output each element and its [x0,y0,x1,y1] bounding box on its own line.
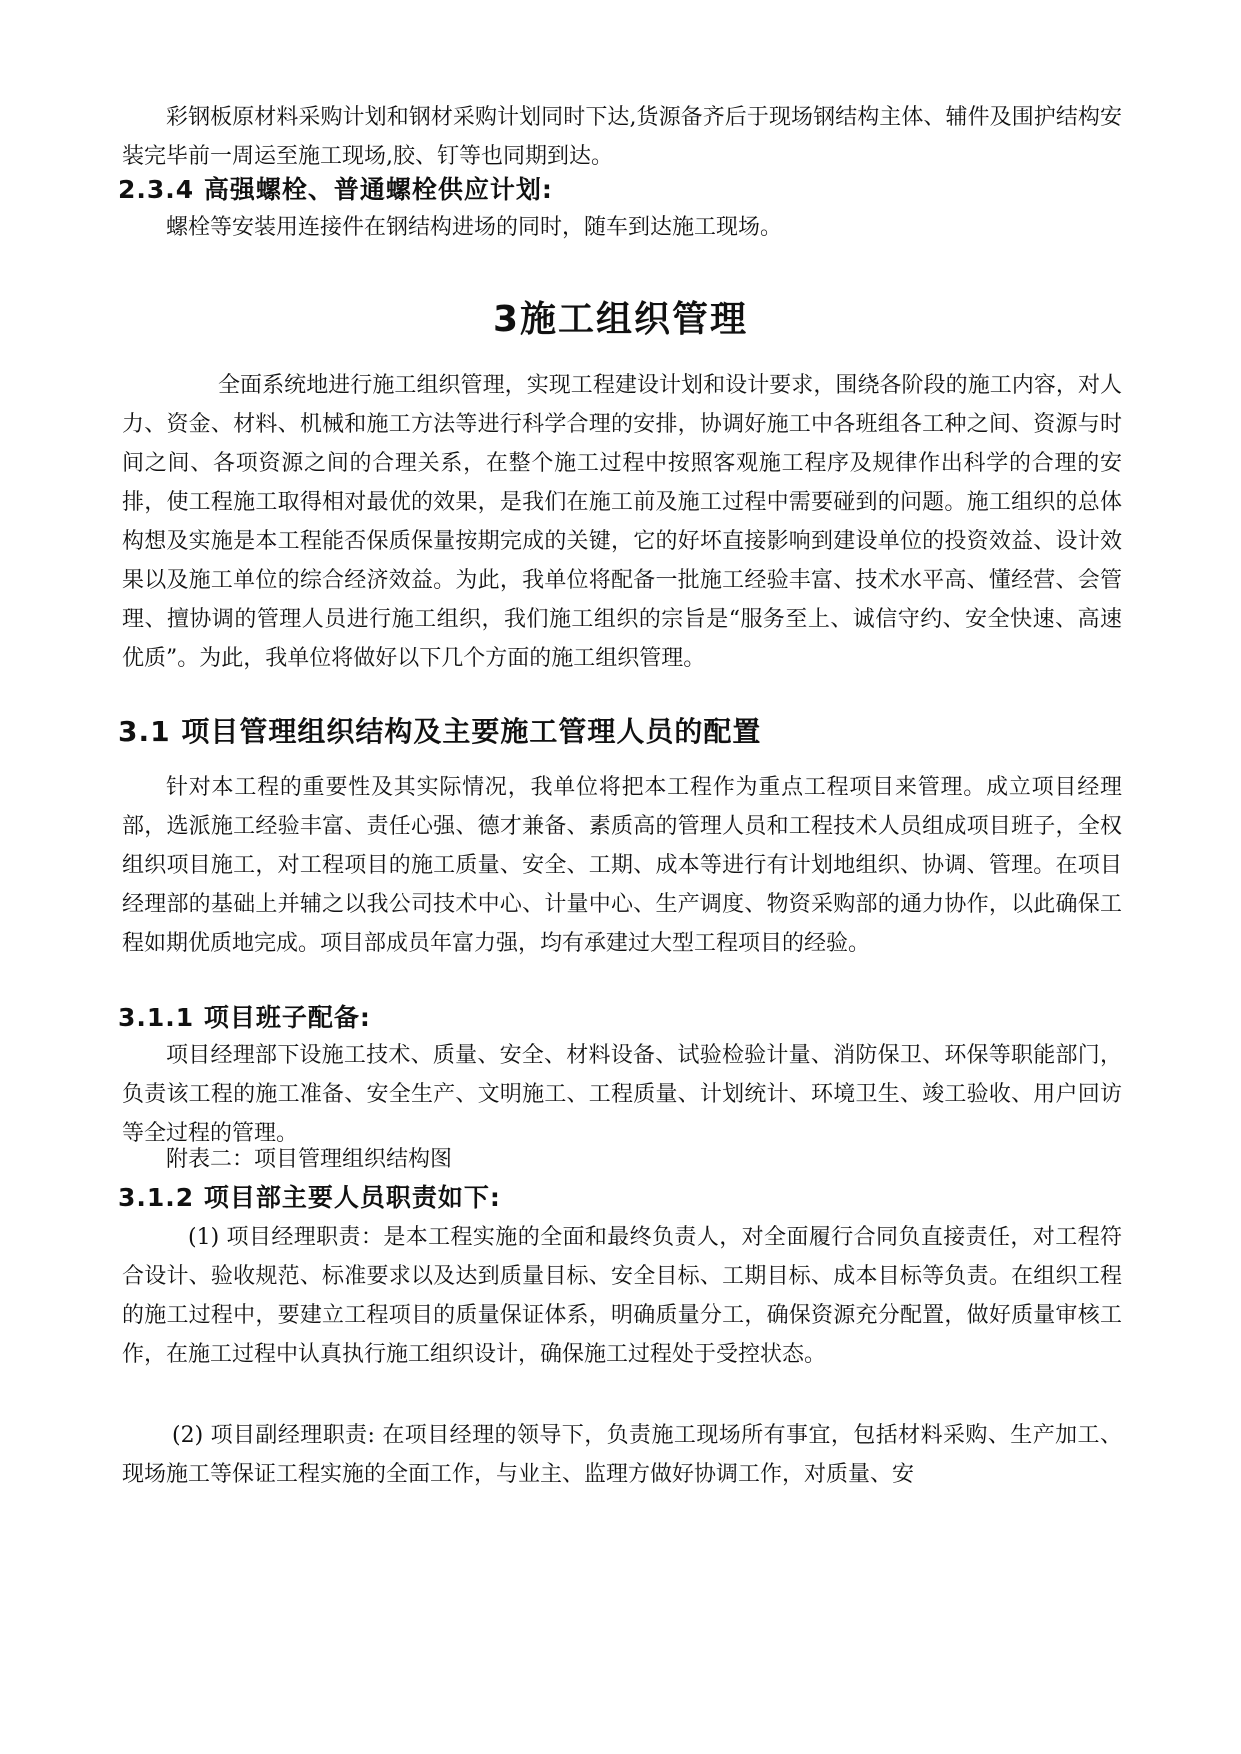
duty-item-1: (1) 项目经理职责：是本工程实施的全面和最终负责人，对全面履行合同负直接责任，对工程符合设计、验收规范、标准要求以及达到质量目标、安全目标、工期目标、成本目标等负责。在组织工程的施工过程中，要建立工程项目的质量保证体系，明确质量分工，确保资源充分配置，做好质量审核工作，在施工过程中认真执行施工组织设计，确保施工过程处于受控状态。 [122,1225,1122,1367]
duty-item-2: (2) 项目副经理职责: 在项目经理的领导下，负责施工现场所有事宜，包括材料采购、生产加工、现场施工等保证工程实施的全面工作，与业主、监理方做好协调工作，对质量、安 [122,1423,1122,1487]
paragraph-materials: 彩钢板原材料采购计划和钢材采购计划同时下达,货源备齐后于现场钢结构主体、辅件及围护结构安装完毕前一周运至施工现场,胶、钉等也同期到达。 [122,105,1122,169]
chapter-title: 3施工组织管理 [492,299,749,340]
heading-3-1: 3.1 项目管理组织结构及主要施工管理人员的配置 [118,715,762,748]
figure-caption: 附表二：项目管理组织结构图 [166,1147,453,1172]
paragraph-2-3-4: 螺栓等安装用连接件在钢结构进场的同时，随车到达施工现场。 [166,215,783,240]
heading-3-1-2: 3.1.2 项目部主要人员职责如下: [118,1183,501,1212]
paragraph-intro: 全面系统地进行施工组织管理，实现工程建设计划和设计要求，围绕各阶段的施工内容，对人力、资金、材料、机械和施工方法等进行科学合理的安排，协调好施工中各班组各工种之间、资源与时间之间、各项资源之间的合理关系，在整个施工过程中按照客观施工程序及规律作出科学的合理的安排，使工程施工取得相对最优的效果，是我们在施工前及施工过程中需要碰到的问题。施工组织的总体构想及实施是本工程能否保质保量按期完成的关键，它的好坏直接影响到建设单位的投资效益、设计效果以及施工单位的综合经济效益。为此，我单位将配备一批施工经验丰富、技术水平高、懂经营、会管理、擅协调的管理人员进行施工组织，我们施工组织的宗旨是“服务至上、诚信守约、安全快速、高速优质”。为此，我单位将做好以下几个方面的施工组织管理。 [122,373,1122,671]
paragraph-3-1: 针对本工程的重要性及其实际情况，我单位将把本工程作为重点工程项目来管理。成立项目经理部，选派施工经验丰富、责任心强、德才兼备、素质高的管理人员和工程技术人员组成项目班子，全权组织项目施工，对工程项目的施工质量、安全、工期、成本等进行有计划地组织、协调、管理。在项目经理部的基础上并辅之以我公司技术中心、计量中心、生产调度、物资采购部的通力协作，以此确保工程如期优质地完成。项目部成员年富力强，均有承建过大型工程项目的经验。 [122,775,1122,956]
heading-2-3-4: 2.3.4 高强螺栓、普通螺栓供应计划: [118,175,553,204]
paragraph-3-1-1: 项目经理部下设施工技术、质量、安全、材料设备、试验检验计量、消防保卫、环保等职能部门，负责该工程的施工准备、安全生产、文明施工、工程质量、计划统计、环境卫生、竣工验收、用户回访等全过程的管理。 [122,1043,1122,1146]
heading-3-1-1: 3.1.1 项目班子配备: [118,1003,371,1032]
